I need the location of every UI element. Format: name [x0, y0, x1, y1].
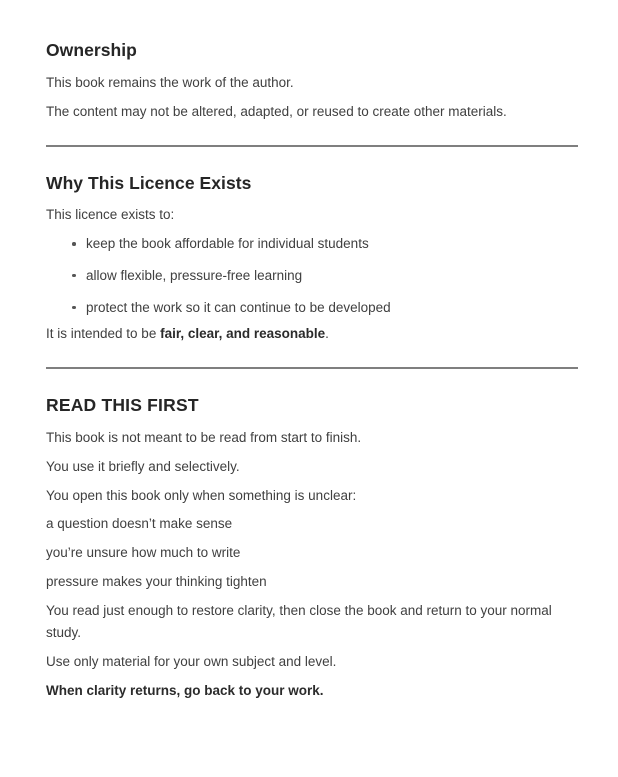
ownership-paragraph-2: The content may not be altered, adapted, or reused to create other materials.	[46, 103, 507, 119]
licence-closing-prefix: It is intended to be	[46, 326, 161, 342]
heading-why-this-licence-exists: Why This Licence Exists	[46, 172, 252, 193]
spacer	[46, 369, 578, 395]
spacer	[46, 345, 578, 367]
read-first-paragraph-6: pressure makes your thinking tighten	[46, 574, 267, 590]
bullet-dot-icon	[72, 306, 76, 310]
licence-closing-statement	[46, 323, 578, 345]
read-first-paragraph-5: you’re unsure how much to write	[46, 545, 241, 561]
read-first-paragraph-2: You use it briefly and selectively.	[46, 458, 240, 474]
list-item-label: keep the book affordable for individual students	[86, 236, 369, 252]
licence-closing-suffix: .	[325, 326, 329, 342]
list-item	[46, 265, 578, 287]
list-item	[46, 233, 578, 255]
list-item	[46, 297, 578, 319]
read-first-paragraph-1: This book is not meant to be read from start to finish.	[46, 429, 362, 445]
licence-intro: This licence exists to:	[46, 207, 175, 223]
read-first-paragraph-3: You open this book only when something is unclear:	[46, 487, 357, 503]
spacer	[46, 123, 578, 145]
section-ownership	[46, 40, 578, 123]
read-first-paragraph-7: You read just enough to restore clarity, then close the book and return to your normal study.	[46, 603, 552, 640]
read-first-paragraph-4: a question doesn’t make sense	[46, 516, 233, 532]
list-item-label: protect the work so it can continue to be developed	[86, 299, 391, 315]
read-first-paragraph-8: Use only material for your own subject and level.	[46, 653, 337, 669]
ownership-paragraph-1: This book remains the work of the author.	[46, 74, 294, 90]
bullet-dot-icon	[72, 274, 76, 278]
heading-ownership: Ownership	[46, 40, 137, 60]
read-first-closing-emphasis: When clarity returns, go back to your work.	[46, 682, 324, 698]
licence-reasons-list	[46, 233, 578, 318]
bullet-dot-icon	[72, 242, 76, 246]
section-read-this-first	[46, 395, 578, 701]
section-why-this-licence-exists	[46, 173, 578, 345]
spacer	[46, 147, 578, 173]
list-item-label: allow flexible, pressure-free learning	[86, 267, 303, 283]
heading-read-this-first: READ THIS FIRST	[46, 394, 199, 415]
licence-closing-emphasis: fair, clear, and reasonable	[160, 326, 326, 342]
